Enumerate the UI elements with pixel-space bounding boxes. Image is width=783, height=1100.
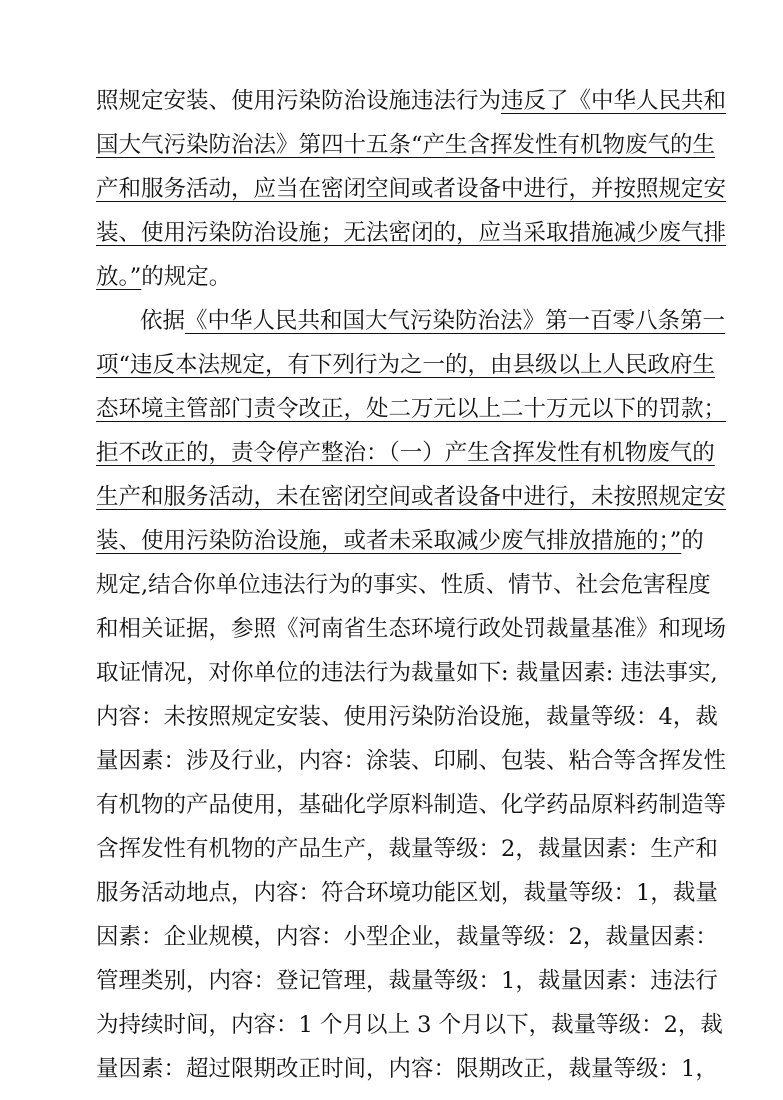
text-line-5 (96, 255, 686, 299)
text-line-15 (96, 695, 718, 739)
text-line-3 (96, 167, 727, 211)
line-20-plain: 因素：企业规模，内容：小型企业，裁量等级：2，裁量因素： (96, 924, 718, 950)
line-21-plain: 管理类别，内容：登记管理，裁量等级：1，裁量因素：违法行 (96, 968, 718, 994)
text-line-23 (96, 1047, 718, 1091)
line-3-underlined: 产和服务活动，应当在密闭空间或者设备中进行，并按照规定安 (96, 176, 727, 202)
text-line-2 (96, 123, 716, 167)
line-10-underlined: 生产和服务活动，未在密闭空间或者设备中进行，未按照规定安 (96, 484, 727, 510)
line-19-plain: 服务活动地点，内容：符合环境功能区划，裁量等级：1，裁量 (96, 880, 718, 906)
line-7-underlined: 项“违反本法规定，有下列行为之一的，由县级以上人民政府生 (96, 352, 716, 378)
line-8-underlined: 态环境主管部门责令改正，处二万元以上二十万元以下的罚款； (96, 396, 727, 422)
text-line-19 (96, 871, 718, 915)
line-22-plain: 为持续时间，内容：1 个月以上 3 个月以下，裁量等级：2，裁 (96, 1012, 723, 1038)
line-2-underlined: 国大气污染防治法》第四十五条“产生含挥发性有机物废气的生 (96, 132, 716, 158)
text-line-11 (96, 519, 704, 563)
line-18-plain: 含挥发性有机物的产品生产，裁量等级：2，裁量因素：生产和 (96, 836, 718, 862)
line-23-plain: 量因素：超过限期改正时间，内容：限期改正，裁量等级：1， (96, 1056, 718, 1082)
line-11-underlined: 装、使用污染防治设施，或者未采取减少废气排放措施的；” (96, 528, 682, 554)
line-14-plain: 取证情况，对你单位的违法行为裁量如下: 裁量因素: 违法事实, (96, 660, 718, 686)
text-line-1 (96, 79, 727, 123)
line-1-plain: 照规定安装、使用污染防治设施违法行为 (96, 88, 502, 114)
line-11-plain: 的 (681, 528, 704, 554)
text-line-16 (96, 739, 727, 783)
text-line-4 (96, 211, 727, 255)
line-1-underlined: 违反了《中华人民共和 (501, 88, 727, 114)
text-line-6 (140, 299, 726, 343)
line-12-plain: 规定,结合你单位违法行为的事实、性质、情节、社会危害程度 (96, 572, 711, 598)
line-4-underlined: 装、使用污染防治设施；无法密闭的，应当采取措施减少废气排 (96, 220, 727, 246)
line-17-plain: 有机物的产品使用，基础化学原料制造、化学药品原料药制造等 (96, 792, 727, 818)
line-6-plain: 依据 (140, 308, 186, 334)
text-line-13 (96, 607, 727, 651)
text-line-10 (96, 475, 727, 519)
line-5-underlined: 放。” (96, 264, 142, 290)
line-5-plain: 的规定。 (141, 264, 232, 290)
text-line-14 (96, 651, 718, 695)
line-9-underlined: 拒不改正的，责令停产整治：（一）产生含挥发性有机物废气的 (96, 440, 715, 466)
text-line-7 (96, 343, 716, 387)
line-6-underlined: 《中华人民共和国大气污染防治法》第一百零八条第一 (185, 308, 726, 334)
text-line-22 (96, 1003, 723, 1047)
text-line-9 (96, 431, 715, 475)
text-line-8 (96, 387, 727, 431)
text-line-20 (96, 915, 718, 959)
text-line-12 (96, 563, 711, 607)
text-line-18 (96, 827, 718, 871)
text-line-21 (96, 959, 718, 1003)
text-line-17 (96, 783, 727, 827)
line-13-plain: 和相关证据，参照《河南省生态环境行政处罚裁量基准》和现场 (96, 616, 727, 642)
line-16-plain: 量因素：涉及行业，内容：涂装、印刷、包装、粘合等含挥发性 (96, 748, 727, 774)
line-15-plain: 内容：未按照规定安装、使用污染防治设施，裁量等级：4，裁 (96, 704, 718, 730)
